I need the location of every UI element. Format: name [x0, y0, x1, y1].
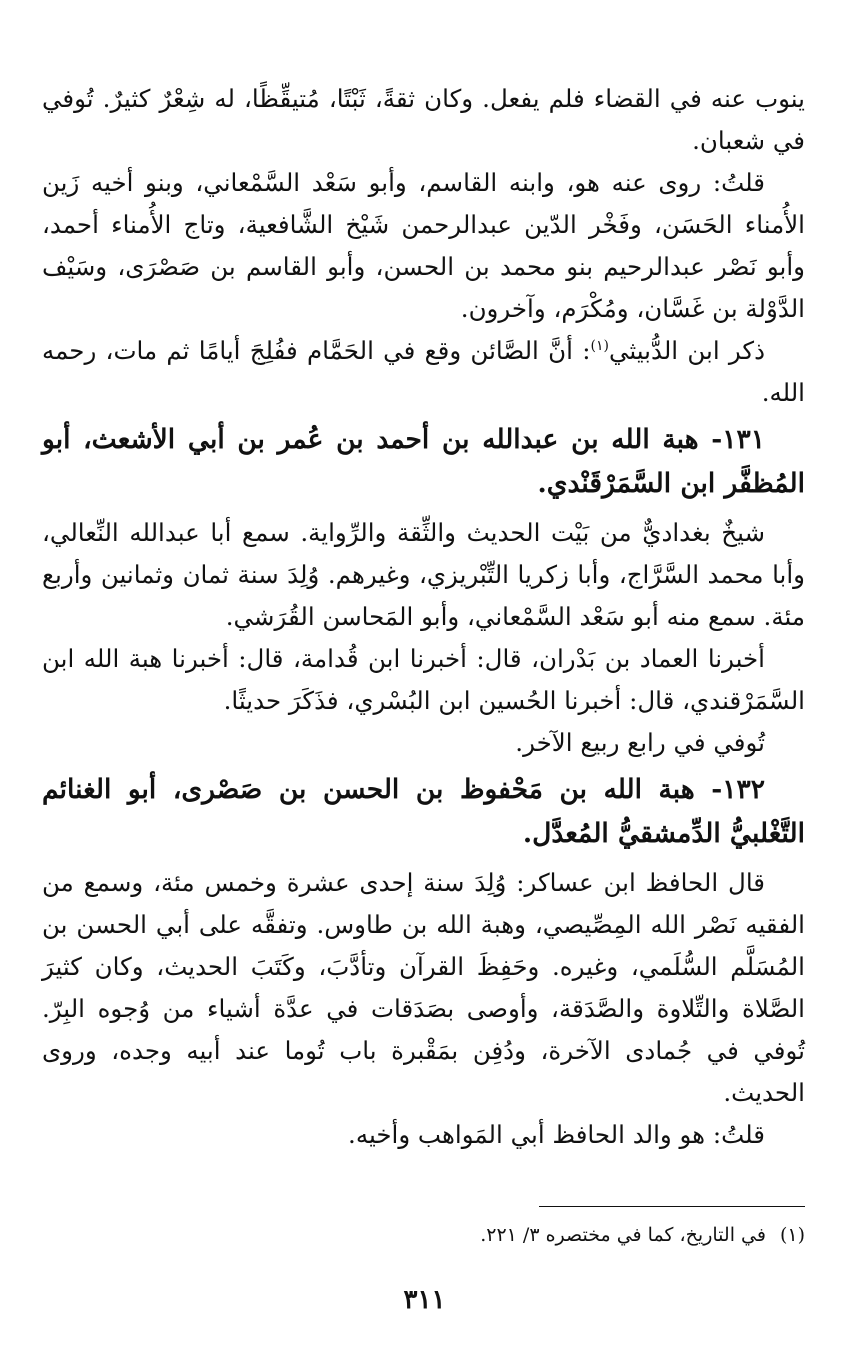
footnote-divider — [539, 1206, 805, 1207]
entry-heading-132: ١٣٢- هبة الله بن مَحْفوظ بن الحسن بن صَصْرى، أبو الغنائم التَّغْلبيُّ الدِّمشقيُّ المُعدَّل. — [42, 774, 805, 849]
page-body — [42, 78, 805, 1156]
paragraph-death-note-end: : أنَّ الصَّائن وقع في الحَمَّام ففُلِجَ أيامًا ثم مات، رحمه الله. — [42, 336, 805, 407]
footnote-number: (١) — [779, 1224, 805, 1246]
entry-heading-131: ١٣١- هبة الله بن عبدالله بن أحمد بن عُمر بن أبي الأشعث، أبو المُظفَّر ابن السَّمَرْقَنْدي. — [42, 424, 805, 499]
paragraph-isnad-131: أخبرنا العماد بن بَدْران، قال: أخبرنا ابن قُدامة، قال: أخبرنا هبة الله ابن السَّمَرْقندي، قال: أخبرنا الحُسين ابن البُسْري، فذَكَرَ حديثًا. — [42, 644, 805, 715]
paragraph-death-note-start: ذكر ابن الدُّبيثي — [608, 336, 765, 365]
paragraph-note-132: قلتُ: هو والد الحافظ أبي المَواهب وأخيه. — [348, 1120, 765, 1149]
footnote-reference: (١) — [590, 337, 609, 354]
paragraph-death-note — [42, 330, 805, 414]
paragraph-bio-132: قال الحافظ ابن عساكر: وُلِدَ سنة إحدى عشرة وخمس مئة، وسمع من الفقيه نَصْر الله المِصِّيصي، وهبة الله بن طاوس. وتفقَّه على أبي الحسن بن المُسَلَّم السُّلَمي، وغيره. وحَفِظَ القرآن وتأدَّبَ، وكَتَبَ الحديث، وكان كثيرَ الصَّلاة والتِّلاوة والصَّدَقة، وأوصى بصَدَقات في عدَّة أشياء من وُجوه البِرّ. تُوفي في جُمادى الآخرة، ودُفِن بمَقْبرة باب تُوما عند أبيه وجده، وروى الحديث. — [42, 868, 805, 1107]
paragraph-narrators: قلتُ: روى عنه هو، وابنه القاسم، وأبو سَعْد السَّمْعاني، وبنو أخيه زَين الأُمناء الحَسَن، وفَخْر الدّين عبدالرحمن شَيْخ الشَّافعية، وتاج الأُمناء أحمد، وأبو نَصْر عبدالرحيم بنو محمد بن الحسن، وأبو القاسم بن صَصْرَى، وسَيْف الدَّوْلة بن غَسَّان، ومُكْرَم، وآخرون. — [42, 168, 805, 323]
paragraph-death-131: تُوفي في رابع ربيع الآخر. — [515, 728, 765, 757]
paragraph-continuation: ينوب عنه في القضاء فلم يفعل. وكان ثقةً، ثَبْتًا، مُتيقِّظًا، له شِعْرٌ كثيرٌ. تُوفي في شعبان. — [42, 84, 805, 155]
paragraph-bio-131: شيخٌ بغداديٌّ من بَيْت الحديث والثِّقة والرِّواية. سمع أبا عبدالله النِّعالي، وأبا محمد السَّرَّاج، وأبا زكريا التِّبْريزي، وغيرهم. وُلِدَ سنة ثمان وثمانين وأربع مئة. سمع منه أبو سَعْد السَّمْعاني، وأبو المَحاسن القُرَشي. — [42, 518, 805, 631]
footnote — [44, 1220, 805, 1250]
footnote-text: في التاريخ، كما في مختصره ٣/ ٢٢١. — [480, 1224, 766, 1246]
page-number: ٣١١ — [403, 1285, 446, 1315]
